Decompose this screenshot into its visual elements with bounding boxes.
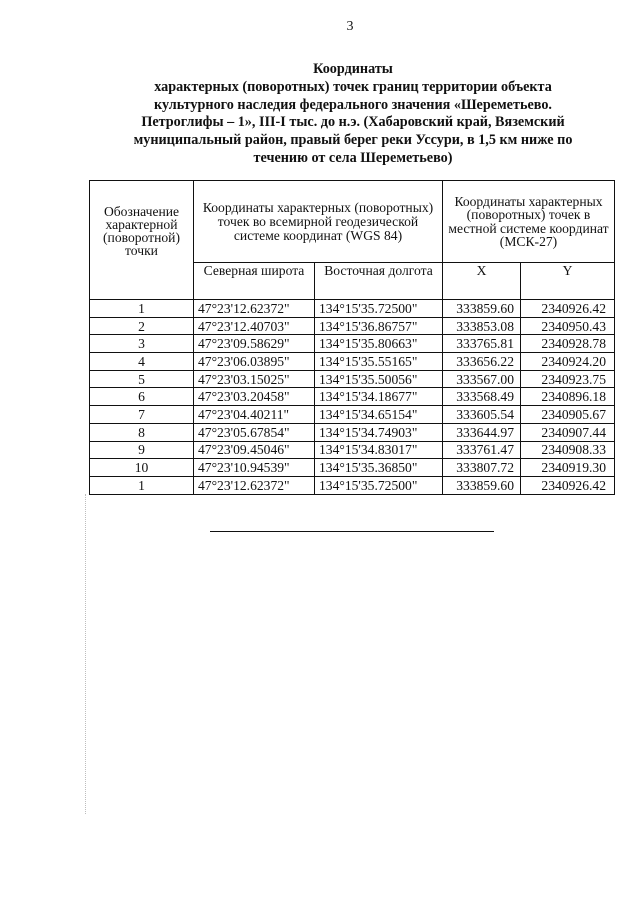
y-coordinate-cell: 2340923.75 — [521, 370, 615, 388]
north-latitude-cell: 47°23'04.40211" — [194, 406, 315, 424]
point-number: 7 — [90, 406, 194, 424]
table-row — [90, 423, 615, 441]
header-x: X — [443, 263, 521, 300]
y-coordinate-cell: 2340924.20 — [521, 353, 615, 371]
margin-marks — [85, 494, 86, 814]
east-longitude-cell: 134°15'36.86757" — [315, 317, 443, 335]
east-longitude-cell: 134°15'35.72500" — [315, 476, 443, 494]
title-line: характерных (поворотных) точек границ территории объекта — [154, 78, 552, 95]
point-number: 1 — [90, 476, 194, 494]
x-coordinate-cell: 333765.81 — [443, 335, 521, 353]
title-line: муниципальный район, правый берег реки Уссури, в 1,5 км ниже по — [133, 132, 573, 149]
table-row — [90, 370, 615, 388]
east-longitude-cell: 134°15'35.80663" — [315, 335, 443, 353]
point-number: 10 — [90, 459, 194, 477]
header-msk27-coordinates: Координаты характерных (поворотных) точек в местной системе координат (МСК-27) — [443, 181, 615, 263]
header-point-designation: Обозначение характерной (поворотной) точки — [90, 181, 194, 300]
point-number: 9 — [90, 441, 194, 459]
north-latitude-cell: 47°23'03.20458" — [194, 388, 315, 406]
header-north-latitude: Северная широта — [194, 263, 315, 300]
x-coordinate-cell: 333605.54 — [443, 406, 521, 424]
point-number: 3 — [90, 335, 194, 353]
y-coordinate-cell: 2340919.30 — [521, 459, 615, 477]
point-number: 2 — [90, 317, 194, 335]
y-coordinate-cell: 2340905.67 — [521, 406, 615, 424]
y-coordinate-cell: 2340926.42 — [521, 476, 615, 494]
table-row — [90, 317, 615, 335]
table-row — [90, 388, 615, 406]
x-coordinate-cell: 333568.49 — [443, 388, 521, 406]
east-longitude-cell: 134°15'35.36850" — [315, 459, 443, 477]
east-longitude-cell: 134°15'34.65154" — [315, 406, 443, 424]
x-coordinate-cell: 333644.97 — [443, 423, 521, 441]
x-coordinate-cell: 333853.08 — [443, 317, 521, 335]
east-longitude-cell: 134°15'35.50056" — [315, 370, 443, 388]
coordinates-table — [89, 180, 615, 495]
table-row — [90, 406, 615, 424]
y-coordinate-cell: 2340908.33 — [521, 441, 615, 459]
north-latitude-cell: 47°23'03.15025" — [194, 370, 315, 388]
table-row — [90, 335, 615, 353]
point-number: 4 — [90, 353, 194, 371]
point-number: 1 — [90, 300, 194, 318]
north-latitude-cell: 47°23'12.40703" — [194, 317, 315, 335]
header-east-longitude: Восточная долгота — [315, 263, 443, 300]
east-longitude-cell: 134°15'35.72500" — [315, 300, 443, 318]
table-row — [90, 353, 615, 371]
x-coordinate-cell: 333656.22 — [443, 353, 521, 371]
end-divider — [210, 531, 494, 532]
y-coordinate-cell: 2340928.78 — [521, 335, 615, 353]
north-latitude-cell: 47°23'09.58629" — [194, 335, 315, 353]
east-longitude-cell: 134°15'34.83017" — [315, 441, 443, 459]
title-line: Петроглифы – 1», III-I тыс. до н.э. (Хабаровский край, Вяземский — [141, 114, 565, 131]
x-coordinate-cell: 333807.72 — [443, 459, 521, 477]
table-row — [90, 459, 615, 477]
east-longitude-cell: 134°15'34.74903" — [315, 423, 443, 441]
point-number: 8 — [90, 423, 194, 441]
north-latitude-cell: 47°23'06.03895" — [194, 353, 315, 371]
x-coordinate-cell: 333859.60 — [443, 300, 521, 318]
title-line: Координаты — [313, 61, 393, 77]
coordinates-table-body — [90, 300, 615, 495]
y-coordinate-cell: 2340950.43 — [521, 317, 615, 335]
table-row — [90, 300, 615, 318]
header-y: Y — [521, 263, 615, 300]
y-coordinate-cell: 2340907.44 — [521, 423, 615, 441]
title-line: течению от села Шереметьево) — [253, 149, 453, 166]
east-longitude-cell: 134°15'34.18677" — [315, 388, 443, 406]
north-latitude-cell: 47°23'09.45046" — [194, 441, 315, 459]
table-row — [90, 476, 615, 494]
north-latitude-cell: 47°23'12.62372" — [194, 476, 315, 494]
north-latitude-cell: 47°23'10.94539" — [194, 459, 315, 477]
y-coordinate-cell: 2340926.42 — [521, 300, 615, 318]
document-title — [98, 61, 608, 168]
x-coordinate-cell: 333567.00 — [443, 370, 521, 388]
page-number: 3 — [346, 19, 354, 34]
point-number: 6 — [90, 388, 194, 406]
north-latitude-cell: 47°23'05.67854" — [194, 423, 315, 441]
y-coordinate-cell: 2340896.18 — [521, 388, 615, 406]
east-longitude-cell: 134°15'35.55165" — [315, 353, 443, 371]
x-coordinate-cell: 333761.47 — [443, 441, 521, 459]
x-coordinate-cell: 333859.60 — [443, 476, 521, 494]
point-number: 5 — [90, 370, 194, 388]
title-line: культурного наследия федерального значения «Шереметьево. — [154, 96, 552, 113]
north-latitude-cell: 47°23'12.62372" — [194, 300, 315, 318]
table-row — [90, 441, 615, 459]
header-wgs84-coordinates: Координаты характерных (поворотных) точек во всемирной геодезической системе координат (WGS 84) — [194, 181, 443, 263]
